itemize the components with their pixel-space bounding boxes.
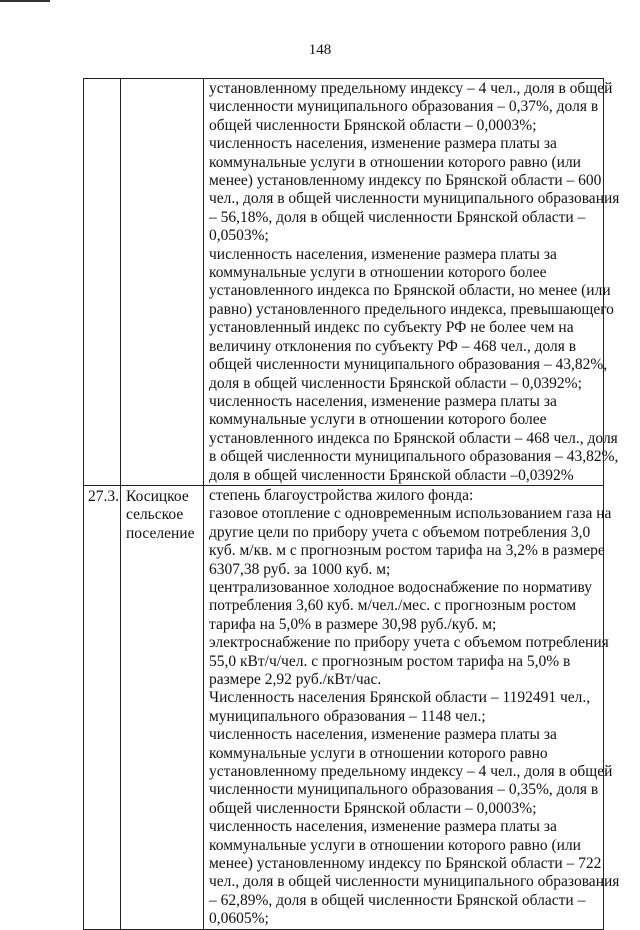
content-line: общей численности Брянской области – 0,0003%; (209, 799, 537, 817)
content-line: общей численности Брянской области – 0,0003%; (209, 116, 537, 134)
content-line: численность населения, изменение размера платы за (209, 392, 557, 410)
content-line: 0,0503%; (209, 227, 269, 245)
content-line: коммунальные услуги в отношении которого равно (или (209, 836, 581, 854)
settlement-name-line: сельское (126, 506, 184, 524)
settlement-name-line: поселение (126, 524, 195, 542)
content-line: коммунальные услуги в отношении которого более (209, 411, 547, 429)
content-line: установленного индекса по Брянской области, но менее (или (209, 282, 611, 300)
content-line: муниципального образования – 1148 чел.; (209, 707, 486, 725)
row-content (204, 79, 620, 486)
row-number: 27.3. (84, 485, 121, 929)
content-line: – 62,89%, доля в общей численности Брянской области – (209, 891, 586, 909)
content-line: численность населения, изменение размера платы за (209, 818, 557, 836)
content-line: численность населения, изменение размера платы за (209, 245, 557, 263)
content-line: другие цели по прибору учета с объемом потребления 3,0 (209, 523, 591, 541)
content-line: величину отклонения по субъекту РФ – 468 чел., доля в (209, 337, 577, 355)
table-row (84, 485, 604, 929)
content-line: электроснабжение по прибору учета с объемом потребления (209, 634, 609, 652)
content-line: чел., доля в общей численности муниципального образования (209, 190, 620, 208)
content-line: менее) установленному индексу по Брянской области – 722 (209, 855, 602, 873)
row-number (84, 79, 121, 486)
table-row (84, 79, 604, 486)
content-line: степень благоустройства жилого фонда: (209, 486, 474, 504)
content-line: куб. м/кв. м с прогнозным ростом тарифа на 3,2% в размере (209, 542, 605, 560)
row-content (204, 485, 620, 929)
settlement-name-line: Косицкое (126, 487, 189, 505)
content-line: установленный индекс по субъекту РФ не более чем на (209, 319, 574, 337)
content-line: численность населения, изменение размера платы за (209, 726, 557, 744)
content-line: 55,0 кВт/ч/чел. с прогнозным ростом тарифа на 5,0% в (209, 652, 571, 670)
settlement-name (121, 485, 204, 929)
content-line: общей численности муниципального образования – 43,82%, (209, 356, 608, 374)
content-line: 6307,38 руб. за 1000 куб. м; (209, 560, 391, 578)
content-line: численность населения, изменение размера платы за (209, 135, 557, 153)
content-line: потребления 3,60 куб. м/чел./мес. с прогнозным ростом (209, 597, 577, 615)
content-line: газовое отопление с одновременным использованием газа на (209, 505, 612, 523)
content-line: размере 2,92 руб./кВт/час. (209, 671, 382, 688)
content-line: доля в общей численности Брянской области –0,0392% (209, 466, 574, 484)
content-line: Численность населения Брянской области – 1192491 чел., (209, 689, 591, 707)
content-line: – 56,18%, доля в общей численности Брянской области – (209, 208, 586, 226)
content-line: установленному предельному индексу – 4 чел., доля в общей (209, 763, 613, 781)
page-number: 148 (308, 42, 332, 58)
content-line: численности муниципального образования – 0,35%, доля в (209, 781, 599, 799)
content-line: установленного индекса по Брянской области – 468 чел., доля (209, 429, 618, 447)
content-line: коммунальные услуги в отношении которого равно (или (209, 153, 581, 171)
content-line: численности муниципального образования – 0,37%, доля в (209, 98, 599, 116)
content-line: коммунальные услуги в отношении которого равно (209, 744, 548, 762)
content-line: равно) установленного предельного индекса, превышающего (209, 300, 614, 318)
content-line: установленному предельному индексу – 4 чел., доля в общей (209, 80, 613, 97)
content-line: чел., доля в общей численности муниципального образования (209, 873, 620, 891)
content-line: централизованное холодное водоснабжение по нормативу (209, 578, 592, 596)
settlement-name (121, 79, 204, 486)
content-line: тарифа на 5,0% в размере 30,98 руб./куб. м; (209, 615, 497, 633)
content-line: в общей численности муниципального образования – 43,82%, (209, 448, 619, 466)
content-line: коммунальные услуги в отношении которого более (209, 264, 547, 282)
content-line: доля в общей численности Брянской области – 0,0392%; (209, 374, 582, 392)
data-table (83, 78, 620, 930)
content-line: 0,0605%; (209, 910, 269, 928)
content-line: менее) установленному индексу по Брянской области – 600 (209, 172, 602, 190)
top-rule (0, 0, 50, 2)
